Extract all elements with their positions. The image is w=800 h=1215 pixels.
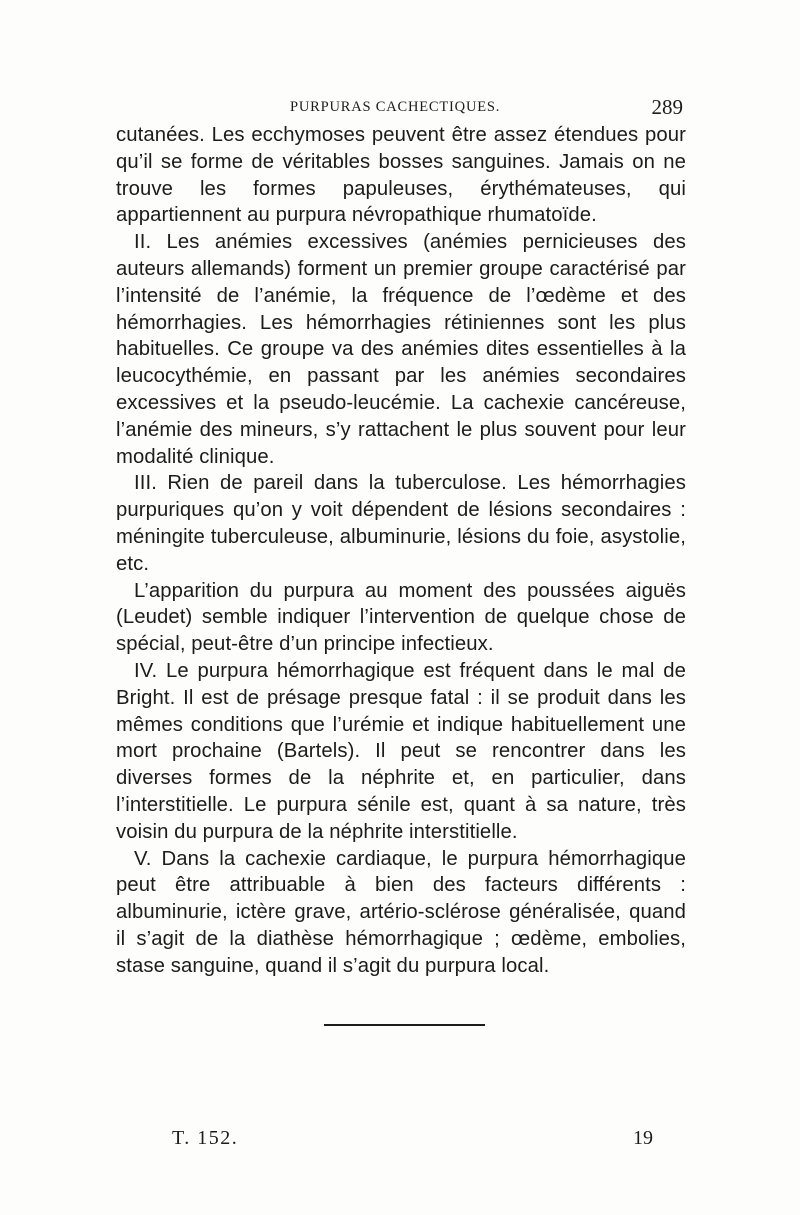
paragraph-continuation: cutanées. Les ecchymoses peuvent être assez étendues pour qu’il se forme de véritables bosses sanguines. Jamais on ne trouve les formes papuleuses, érythémateuses, qui appartiennent au purpura névropathique rhumatoïde.	[116, 124, 686, 227]
body-text	[116, 122, 686, 980]
printer-signature: T. 152.	[172, 1127, 239, 1149]
paragraph-anemias: II. Les anémies excessives (anémies pernicieuses des auteurs allemands) forment un premier groupe caractérisé par l’intensité de l’anémie, la fréquence de l’œdème et des hémorrhagies. Les hémorrhagies rétiniennes sont les plus habituelles. Ce groupe va des anémies dites essentielles à la leucocythémie, en passant par les anémies secondaires excessives et la pseudo-leucémie. La cachexie cancéreuse, l’anémie des mineurs, s’y rattachent le plus souvent pour leur modalité clinique.	[116, 231, 686, 468]
paragraph-bright: IV. Le purpura hémorrhagique est fréquent dans le mal de Bright. Il est de présage presque fatal : il se produit dans les mêmes conditions que l’urémie et indique habituellement une mort prochaine (Bartels). Il peut se rencontrer dans les diverses formes de la néphrite et, en particulier, dans l’interstitielle. Le purpura sénile est, quant à sa nature, très voisin du purpura de la néphrite interstitielle.	[116, 659, 686, 843]
signature-number: 19	[633, 1127, 653, 1149]
paragraph-cardiac: V. Dans la cachexie cardiaque, le purpura hémorrhagique peut être attribuable à bien des facteurs différents : albuminurie, ictère grave, artério-sclérose généralisée, quand il s’agit de la diathèse hémorrhagique ; œdème, embolies, stase sanguine, quand il s’agit du purpura local.	[116, 847, 686, 977]
paragraph-tuberculosis: III. Rien de pareil dans la tuberculose. Les hémorrhagies purpuriques qu’on y voit dépendent de lésions secondaires : méningite tuberculeuse, albuminurie, lésions du foie, asystolie, etc.	[116, 472, 686, 575]
page-number: 289	[651, 95, 683, 119]
running-title: PURPURAS CACHECTIQUES.	[290, 99, 501, 115]
section-end-rule	[324, 1024, 485, 1026]
paragraph-leudet: L’apparition du purpura au moment des poussées aiguës (Leudet) semble indiquer l’intervention de quelque chose de spécial, peut-être d’un principe infectieux.	[116, 579, 686, 656]
running-head	[117, 95, 683, 123]
